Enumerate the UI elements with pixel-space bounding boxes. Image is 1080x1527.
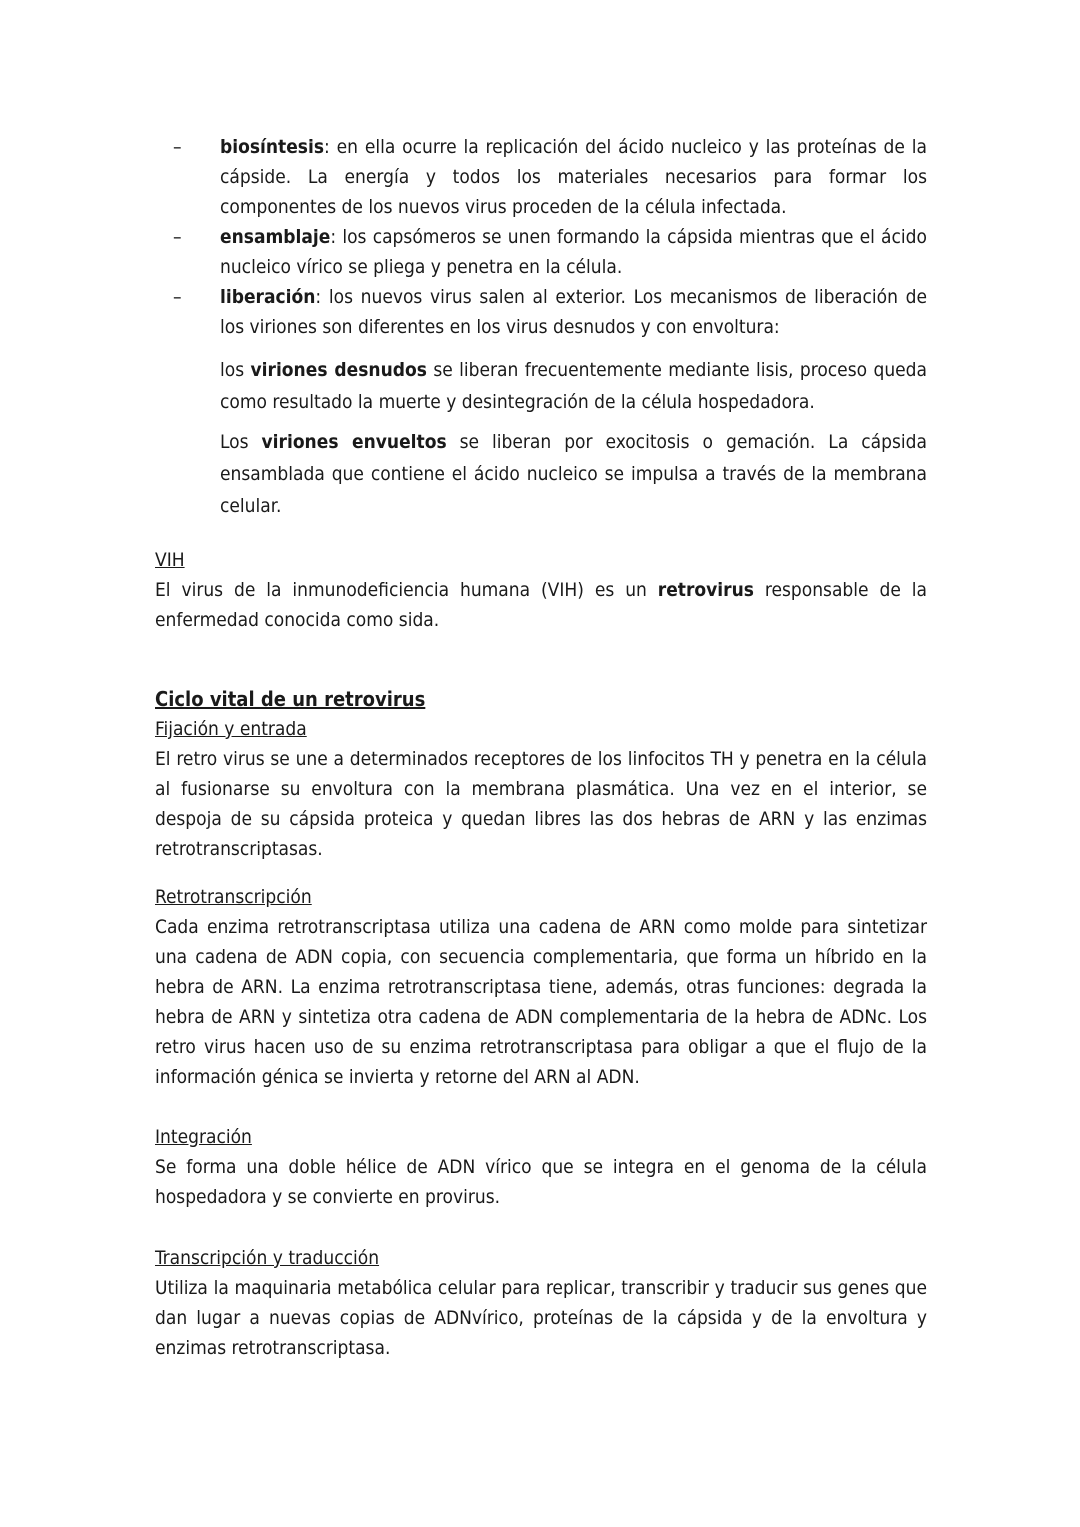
list-item-biosintesis <box>155 132 927 222</box>
text-fragment: se liberan por exocitosis o gemación. La cápsida ensamblada que contiene el ácido nucleico se impulsa a través de la membrana celular. <box>220 431 927 517</box>
viriones-envueltos-paragraph <box>155 426 927 522</box>
vih-paragraph <box>155 575 927 635</box>
phases-list <box>155 132 927 522</box>
transcripcion-subheading: Transcripción y traducción <box>155 1247 380 1269</box>
text-fragment: Los <box>220 431 262 453</box>
integracion-subheading: Integración <box>155 1126 252 1148</box>
transcripcion-paragraph: Utiliza la maquinaria metabólica celular para replicar, transcribir y traducir sus genes que dan lugar a nuevas copias de ADNvírico, proteínas de la cápsida y de la envoltura y enzimas retrotranscriptasa. <box>155 1277 927 1359</box>
integracion-section <box>155 1122 927 1212</box>
list-item-ensamblaje <box>155 222 927 282</box>
integracion-paragraph: Se forma una doble hélice de ADN vírico que se integra en el genoma de la célula hospedadora y se convierte en provirus. <box>155 1156 927 1208</box>
term-retrovirus: retrovirus <box>657 579 754 601</box>
vih-section <box>155 545 927 635</box>
fijacion-subheading: Fijación y entrada <box>155 718 307 740</box>
fijacion-paragraph: El retro virus se une a determinados receptores de los linfocitos TH y penetra en la célula al fusionarse su envoltura con la membrana plasmática. Una vez en el interior, se despoja de su cápsida proteica y quedan libres las dos hebras de ARN y las enzimas retrotranscriptasas. <box>155 748 927 860</box>
term-viriones-envueltos: viriones envueltos <box>261 431 447 453</box>
text-fragment: se liberan frecuentemente mediante lisis, proceso queda como resultado la muerte y desintegración de la célula hospedadora. <box>220 359 927 413</box>
retrotranscripcion-paragraph: Cada enzima retrotranscriptasa utiliza una cadena de ARN como molde para sintetizar una cadena de ADN copia, con secuencia complementaria, que forma un híbrido en la hebra de ARN. La enzima retrotranscriptasa tiene, además, otras funciones: degrada la hebra de ARN y sintetiza otra cadena de ADN complementaria de la hebra de ADNc. Los retro virus hacen uso de su enzima retrotranscriptasa para obligar a que el flujo de la información génica se invierta y retorne del ARN al ADN. <box>155 916 927 1088</box>
bullet-dash: – <box>173 226 182 248</box>
term-viriones-desnudos: viriones desnudos <box>250 359 427 381</box>
ciclo-heading: Ciclo vital de un retrovirus <box>155 687 426 711</box>
bullet-dash: – <box>173 286 182 308</box>
term-ensamblaje: ensamblaje <box>220 226 331 248</box>
biosintesis-text: : en ella ocurre la replicación del ácido nucleico y las proteínas de la cápside. La energía y todos los materiales necesarios para formar los componentes de los nuevos virus proceden de la célula infectada. <box>220 136 927 218</box>
list-item-liberacion <box>155 282 927 342</box>
term-liberacion: liberación <box>220 286 316 308</box>
bullet-dash: – <box>173 136 182 158</box>
viriones-desnudos-paragraph <box>155 354 927 418</box>
transcripcion-section <box>155 1243 927 1363</box>
retrotranscripcion-section <box>155 882 927 1092</box>
vih-title: VIH <box>155 549 185 571</box>
ciclo-section <box>155 684 927 864</box>
text-fragment: responsable de la enfermedad conocida como sida. <box>155 579 927 631</box>
text-fragment: El virus de la inmunodeficiencia humana (VIH) es un <box>155 579 658 601</box>
text-fragment: los <box>220 359 251 381</box>
ensamblaje-text: : los capsómeros se unen formando la cápsida mientras que el ácido nucleico vírico se pliega y penetra en la célula. <box>220 226 927 278</box>
retrotranscripcion-subheading: Retrotranscripción <box>155 886 312 908</box>
liberacion-text: : los nuevos virus salen al exterior. Los mecanismos de liberación de los viriones son diferentes en los virus desnudos y con envoltura: <box>220 286 927 338</box>
term-biosintesis: biosíntesis <box>220 136 325 158</box>
